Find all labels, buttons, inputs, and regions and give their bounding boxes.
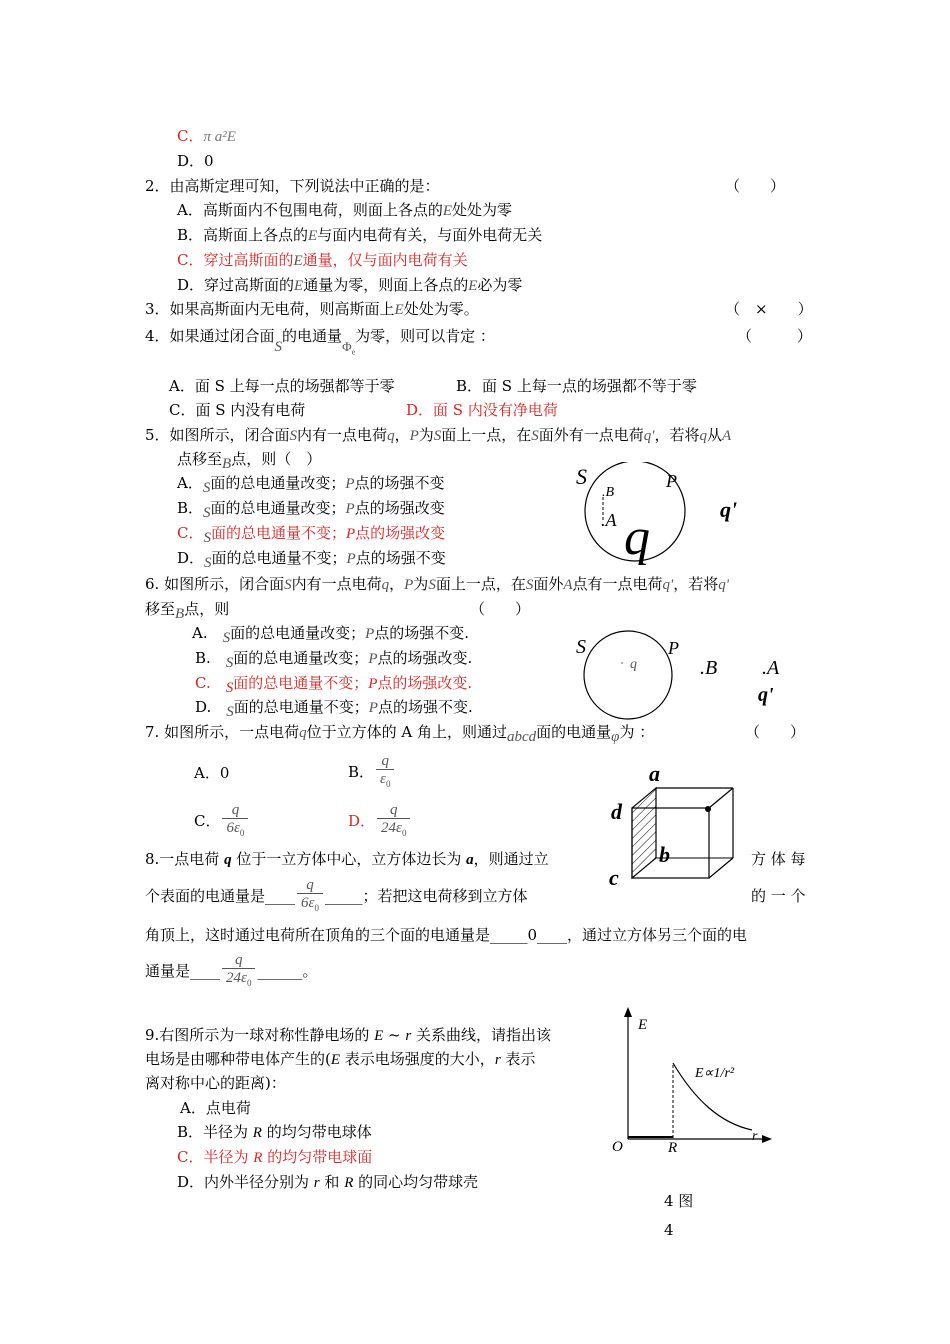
symbol-s: S — [274, 339, 283, 355]
figure-caption: 4 图 — [664, 1192, 694, 1210]
q7-text: 面的电通量 — [536, 723, 612, 741]
q5-c-text2: 点的场强改变 — [355, 524, 446, 542]
q6-option-a: A. S面的总电通量改变；P点的场强不变. — [192, 624, 470, 646]
symbol-q-prime: q' — [643, 428, 655, 444]
symbol-r: r — [494, 1052, 501, 1068]
twentyfour-epsilon: 24ε — [226, 970, 247, 986]
symbol-q: q — [699, 428, 708, 444]
q1-option-c-label: C． — [177, 127, 204, 145]
q9-option-c — [177, 1147, 372, 1168]
symbol-p: P — [368, 700, 378, 716]
q9-text: D．内外半径分别为 — [177, 1173, 314, 1191]
symbol-p: P — [346, 551, 356, 567]
frac-num: q — [306, 877, 314, 893]
frac-num: q — [234, 952, 243, 968]
symbol-p: P — [365, 626, 375, 642]
q6-text: 面上一点，在 — [435, 575, 526, 593]
q5-text: 面上一点，在 — [441, 426, 532, 444]
fraction-q-over-eps0 — [376, 753, 394, 793]
symbol-q-prime: q' — [718, 577, 729, 593]
q9-text: 9.右图所示为一球对称性静电场的 — [145, 1026, 375, 1044]
q5-a-text: 面的总电通量改变； — [210, 474, 346, 492]
twentyfour-epsilon: 24ε — [381, 820, 402, 836]
gaussian-surface-circle — [584, 631, 672, 719]
label-a: a — [649, 761, 660, 786]
charge-dot — [621, 662, 623, 664]
q9-line3: 离对称中心的距离)： — [145, 1074, 286, 1092]
symbol-s: S — [226, 704, 234, 720]
frac-num: q — [231, 802, 240, 818]
q6-text: 内有一点电荷 — [291, 575, 382, 593]
symbol-e: E — [394, 302, 404, 318]
symbol-s: S — [225, 680, 234, 696]
symbol-r-upper: R — [252, 1125, 262, 1141]
q5-option-a: A．S面的总电通量改变；P点的场强不变 — [177, 474, 445, 496]
q6-figure — [570, 626, 800, 720]
label-r-upper: R — [668, 1140, 678, 1156]
symbol-s: S — [225, 655, 234, 671]
symbol-a: A — [722, 428, 732, 444]
q5-text: 5．如图所示，闭合面 — [145, 426, 290, 444]
q9-line2 — [145, 1049, 535, 1070]
q5-b-text2: 点的场强改变 — [354, 499, 445, 517]
q4-option-d: D．面 S 内没有净电荷 — [406, 401, 558, 419]
label-s: S — [576, 636, 586, 658]
frac-num: q — [381, 753, 389, 769]
q9-e-r-graph — [600, 1005, 780, 1160]
symbol-s: S — [525, 577, 534, 593]
q6-stem — [145, 574, 729, 595]
charge-point-a — [705, 806, 711, 812]
label-s: S — [576, 464, 587, 489]
cube-edge — [709, 858, 733, 878]
q4-stem — [145, 326, 495, 357]
symbol-s: S — [204, 555, 212, 571]
label-q-prime: q' — [720, 497, 738, 522]
symbol-s: S — [202, 480, 211, 496]
q6-text: ， — [389, 575, 405, 593]
symbol-q: q — [387, 428, 395, 444]
q6-a-text2: 点的场强不变. — [374, 624, 470, 642]
symbol-a: a — [466, 852, 474, 868]
symbol-p: P — [345, 476, 355, 492]
q2-option-b — [177, 225, 542, 246]
symbol-s: S — [289, 428, 298, 444]
cube-edge — [709, 788, 733, 808]
symbol-r-upper: R — [344, 1175, 354, 1191]
frac-den — [297, 893, 323, 917]
symbol-b: B — [175, 606, 185, 622]
symbol-e: E — [330, 1052, 341, 1068]
sub-zero: 0 — [385, 779, 391, 789]
q9-option-b — [177, 1122, 372, 1143]
q5-d-text2: 点的场强不变 — [355, 549, 446, 567]
q4-option-a: A．面 S 上每一点的场强都等于零 — [169, 377, 395, 395]
fraction-q-over-24eps0 — [377, 802, 410, 842]
q5-option-c: C．S面的总电通量不变；P点的场强改变 — [177, 524, 446, 546]
q6-option-c: C. S面的总电通量不变；P点的场强改变. — [195, 674, 473, 696]
q2-b-text: B．高斯面上各点的 — [177, 226, 309, 244]
label-d: d — [611, 799, 622, 824]
q8-text: 个表面的电通量是____ — [145, 887, 296, 905]
symbol-e: E — [294, 278, 304, 294]
q5-text: 点移至 — [177, 450, 223, 468]
symbol-phi: φ — [611, 729, 620, 745]
q3-stem — [145, 299, 479, 320]
label-c: c — [609, 865, 619, 890]
q7-option-b — [348, 752, 396, 793]
q5-d-text: 面的总电通量不变； — [211, 549, 347, 567]
label-p: P — [668, 638, 679, 658]
q9-text: 关系曲线，请指出该 — [411, 1026, 551, 1044]
q2-a-text2: 处处为零 — [452, 201, 513, 219]
frac-den — [377, 818, 410, 842]
q8-text: 8.一点电荷 — [145, 850, 225, 868]
symbol-p: P — [345, 501, 355, 517]
fraction-q-over-24eps0 — [222, 952, 255, 992]
q5-text: 内有一点电荷 — [297, 426, 388, 444]
symbol-s: S — [222, 630, 231, 646]
q9-text: C．半径为 — [177, 1148, 254, 1166]
frac-den — [376, 769, 394, 793]
symbol-s: S — [428, 577, 436, 593]
q6-c-text: 面的总电通量不变； — [233, 674, 369, 692]
q2-d-text2: 通量为零，则面上各点的 — [303, 276, 469, 294]
symbol-p: P — [409, 428, 419, 444]
q7-d-label: D． — [348, 812, 376, 830]
frac-num: q — [389, 802, 398, 818]
page-number: 4 — [664, 1221, 674, 1239]
q5-option-b: B．S面的总电通量改变；P点的场强改变 — [177, 499, 445, 521]
q9-text: 电场是由哪种带电体产生的( — [145, 1050, 331, 1068]
q7-cube-figure — [600, 760, 750, 890]
q5-text: 点，则（ ） — [231, 450, 322, 468]
q3-text: 3．如果高斯面内无电荷，则高斯面上 — [145, 300, 395, 318]
q5-text: 从 — [707, 426, 723, 444]
q6-a-text: 面的总电通量改变； — [230, 624, 366, 642]
q2-c-text2: 通量，仅与面内电荷有关 — [302, 251, 468, 269]
q7-text: 为 ： — [619, 723, 655, 741]
q6-text: 为 — [413, 575, 429, 593]
q4-text1: 4．如果通过闭合面 — [145, 327, 275, 345]
q4-text3: 为零，则可以肯定 ： — [355, 327, 495, 345]
symbol-e: E — [374, 1028, 384, 1044]
q8-text: 位于一立方体中心，立方体边长为 — [231, 850, 467, 868]
q6-b-text2: 点的场强改变. — [377, 649, 473, 667]
symbol-p: P — [404, 577, 414, 593]
label-e: E — [638, 1017, 648, 1033]
label-q: q — [624, 509, 650, 566]
q6-text: ，若将 — [673, 575, 719, 593]
q7-answer-paren: （ ） — [745, 723, 806, 741]
q7-b-label: B． — [348, 763, 375, 781]
q9-line1 — [145, 1025, 551, 1046]
q5-figure — [570, 462, 770, 570]
q5-option-d: D．S面的总电通量不变；P点的场强不变 — [177, 549, 446, 571]
q5-text: 为 — [418, 426, 434, 444]
symbol-s: S — [433, 428, 442, 444]
fraction-q-over-6eps0 — [297, 877, 323, 917]
q7-option-a: A．0 — [194, 764, 230, 782]
q5-text: ， — [394, 426, 410, 444]
q7-option-c — [194, 801, 250, 842]
q5-stem-line2 — [177, 449, 321, 470]
q9-option-a: A．点电荷 — [180, 1099, 251, 1117]
q6-c-text2: 点的场强改变. — [377, 674, 473, 692]
symbol-e: E — [308, 228, 318, 244]
label-r: r — [752, 1129, 758, 1144]
label-origin: O — [612, 1139, 623, 1155]
q4-text2: 的电通量 — [282, 327, 343, 345]
q6-option-d: D. S面的总电通量不变；P点的场强不变. — [195, 698, 473, 720]
symbol-s: S — [531, 428, 539, 444]
q3-text2: 处处为零。 — [403, 300, 479, 318]
epsilon: ε — [380, 771, 386, 787]
symbol-p: P — [346, 526, 356, 542]
q1-option-c-expr: π a²E — [203, 129, 236, 145]
q5-text: ，若将 — [654, 426, 700, 444]
q7-option-d — [348, 801, 412, 842]
q3-answer-paren: （ × ） — [725, 300, 813, 318]
fraction-q-over-6eps0 — [222, 802, 248, 842]
q6-text: 点，则 — [184, 600, 230, 618]
q6-d-text2: 点的场强不变. — [377, 698, 473, 716]
q2-d-text: D．穿过高斯面的 — [177, 276, 295, 294]
q2-option-d — [177, 275, 522, 296]
symbol-a: A — [563, 577, 573, 593]
q9-text: 的同心均匀带球壳 — [353, 1173, 479, 1191]
symbol-s: S — [203, 505, 211, 521]
q8-line3: 角顶上，这时通过电荷所在顶角的三个面的电通量是_____0____，通过立方体另三个面的电 — [145, 926, 748, 944]
q9-tilde: ~ — [383, 1026, 406, 1044]
q8-text: _____；若把这电荷移到立方体 — [324, 887, 528, 905]
phi-symbol: Φ — [342, 339, 352, 354]
label-b: .B — [602, 485, 615, 500]
q8-line1 — [145, 849, 549, 870]
q8-text: ，则通过立 — [473, 850, 549, 868]
symbol-q: q — [224, 852, 232, 868]
label-a: .A — [601, 510, 617, 530]
symbol-p: P — [368, 651, 378, 667]
q6-text: 面外 — [533, 575, 564, 593]
q5-b-text: 面的总电通量改变； — [210, 499, 346, 517]
q4-answer-paren: （ ） — [737, 327, 813, 345]
q9-text: B．半径为 — [177, 1123, 253, 1141]
phi-subscript: e — [351, 347, 356, 357]
q6-text: 点有一点电荷 — [572, 575, 663, 593]
q9-text: 的均匀带电球面 — [262, 1148, 373, 1166]
q2-option-c — [177, 250, 468, 271]
label-a: .A — [762, 657, 780, 679]
q2-a-text: A．高斯面内不包围电荷，则面上各点的 — [177, 201, 443, 219]
frac-den — [222, 968, 255, 992]
q6-d-text: 面的总电通量不变； — [233, 698, 369, 716]
label-e-prop: E∝1/r² — [695, 1066, 735, 1081]
sub-zero: 0 — [239, 828, 245, 838]
y-axis-arrow — [624, 1007, 632, 1017]
symbol-r: r — [313, 1175, 320, 1191]
label-q-prime: q' — [758, 684, 774, 706]
q4-option-c: C．面 S 内没有电荷 — [169, 401, 306, 419]
q8-line2 — [145, 876, 527, 917]
sub-zero: 0 — [246, 978, 252, 988]
label-p: P — [666, 471, 677, 491]
shaded-face-abcd — [632, 788, 656, 878]
q9-text: 表示电场强度的大小， — [340, 1050, 495, 1068]
q5-stem — [145, 425, 731, 446]
q6-option-b: B. S面的总电通量改变；P点的场强改变. — [195, 649, 473, 671]
symbol-e: E — [442, 203, 453, 219]
symbol-e: E — [293, 253, 303, 269]
q8-text: ______。 — [257, 962, 318, 980]
q5-c-text: 面的总电通量不变； — [210, 524, 346, 542]
q1-option-c — [177, 126, 236, 147]
q2-answer-paren: （ ） — [725, 177, 786, 195]
q6-stem-line2 — [145, 599, 229, 620]
label-b: b — [659, 842, 670, 867]
q2-stem: 2．由高斯定理可知，下列说法中正确的是： — [145, 177, 440, 195]
symbol-abcd: abcd — [506, 729, 537, 745]
q9-text: 和 — [319, 1173, 345, 1191]
q5-text: 面外有一点电荷 — [538, 426, 644, 444]
sub-zero: 0 — [314, 903, 319, 913]
symbol-e: E — [468, 278, 478, 294]
q4-option-b: B．面 S 上每一点的场强都不等于零 — [456, 377, 697, 395]
q6-text: 移至 — [145, 600, 176, 618]
symbol-p: P — [368, 676, 378, 692]
symbol-r-upper: R — [253, 1150, 263, 1166]
q7-c-label: C． — [194, 812, 221, 830]
frac-den — [222, 818, 248, 842]
q7-text: 7. 如图所示，一点电荷 — [145, 723, 300, 741]
six-epsilon: 6ε — [301, 895, 315, 911]
sub-zero: 0 — [401, 828, 407, 838]
symbol-phi-e — [342, 339, 356, 357]
q7-stem — [145, 722, 654, 743]
q2-c-text: C．穿过高斯面的 — [177, 251, 294, 269]
q6-text: 6. 如图所示，闭合面 — [145, 575, 285, 593]
q1-option-d: D．0 — [177, 152, 214, 170]
q8-line2-right: 的 一 个 — [751, 887, 806, 905]
symbol-q: q — [299, 725, 307, 741]
symbol-r: r — [405, 1028, 412, 1044]
q9-text: 表示 — [500, 1050, 536, 1068]
q2-d-text3: 必为零 — [477, 276, 523, 294]
q7-text: 位于立方体的 A 角上，则通过 — [306, 723, 507, 741]
q8-line4 — [145, 951, 317, 992]
symbol-s: S — [203, 530, 211, 546]
symbol-b: B — [222, 456, 232, 472]
q8-line1-right: 方 体 每 — [751, 850, 806, 868]
label-q: q — [630, 657, 637, 672]
six-epsilon: 6ε — [226, 820, 240, 836]
q9-option-d — [177, 1172, 478, 1193]
label-b: .B — [700, 657, 718, 679]
q9-text: 的均匀带电球体 — [261, 1123, 372, 1141]
q2-option-a — [177, 200, 512, 221]
q6-answer-paren: （ ） — [470, 600, 531, 618]
q8-text: 通量是____ — [145, 962, 221, 980]
x-axis-arrow — [762, 1135, 772, 1143]
q5-a-text2: 点的场强不变 — [354, 474, 445, 492]
symbol-s: S — [284, 577, 292, 593]
q2-b-text2: 与面内电荷有关，与面外电荷无关 — [317, 226, 543, 244]
q6-b-text: 面的总电通量改变； — [233, 649, 369, 667]
symbol-q: q — [381, 577, 390, 593]
symbol-q-prime: q' — [662, 577, 674, 593]
